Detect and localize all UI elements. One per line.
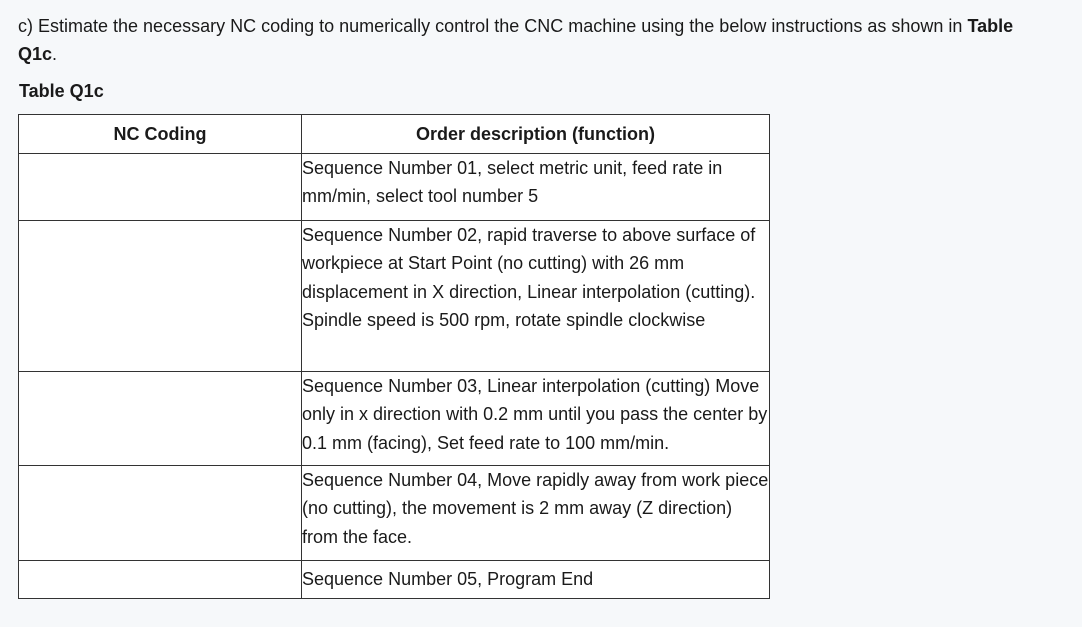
nc-coding-table — [18, 114, 770, 599]
description-cell: Sequence Number 05, Program End — [302, 561, 770, 599]
description-cell: Sequence Number 03, Linear interpolation (cutting) Move only in x direction with 0.2 mm until you pass the center by 0.1 mm (facing), Set feed rate to 100 mm/min. — [302, 372, 770, 466]
nc-code-cell[interactable] — [19, 561, 302, 599]
table-row — [19, 372, 770, 466]
header-order-description: Order description (function) — [302, 115, 770, 154]
table-title: Table Q1c — [19, 81, 104, 101]
question-table-ref-2: Q1c — [18, 44, 53, 64]
nc-code-cell[interactable] — [19, 372, 302, 466]
table-row — [19, 466, 770, 561]
table-row — [19, 154, 770, 221]
header-nc-coding: NC Coding — [19, 115, 302, 154]
table-header-row — [19, 115, 770, 154]
question-suffix: . — [52, 44, 58, 64]
description-cell: Sequence Number 04, Move rapidly away from work piece (no cutting), the movement is 2 mm away (Z direction) from the face. — [302, 466, 770, 561]
nc-code-cell[interactable] — [19, 221, 302, 372]
description-cell: Sequence Number 02, rapid traverse to above surface of workpiece at Start Point (no cutting) with 26 mm displacement in X direction, Linear interpolation (cutting). Spindle speed is 500 rpm, rotate spindle clockwise — [302, 221, 770, 372]
nc-code-cell[interactable] — [19, 154, 302, 221]
table-row — [19, 561, 770, 599]
table-row — [19, 221, 770, 372]
nc-code-cell[interactable] — [19, 466, 302, 561]
question-text — [18, 12, 1068, 68]
description-cell: Sequence Number 01, select metric unit, feed rate in mm/min, select tool number 5 — [302, 154, 770, 221]
question-prefix: c) Estimate the necessary NC coding to numerically control the CNC machine using the below instructions as shown in — [18, 16, 968, 36]
question-table-ref: Table — [967, 16, 1014, 36]
